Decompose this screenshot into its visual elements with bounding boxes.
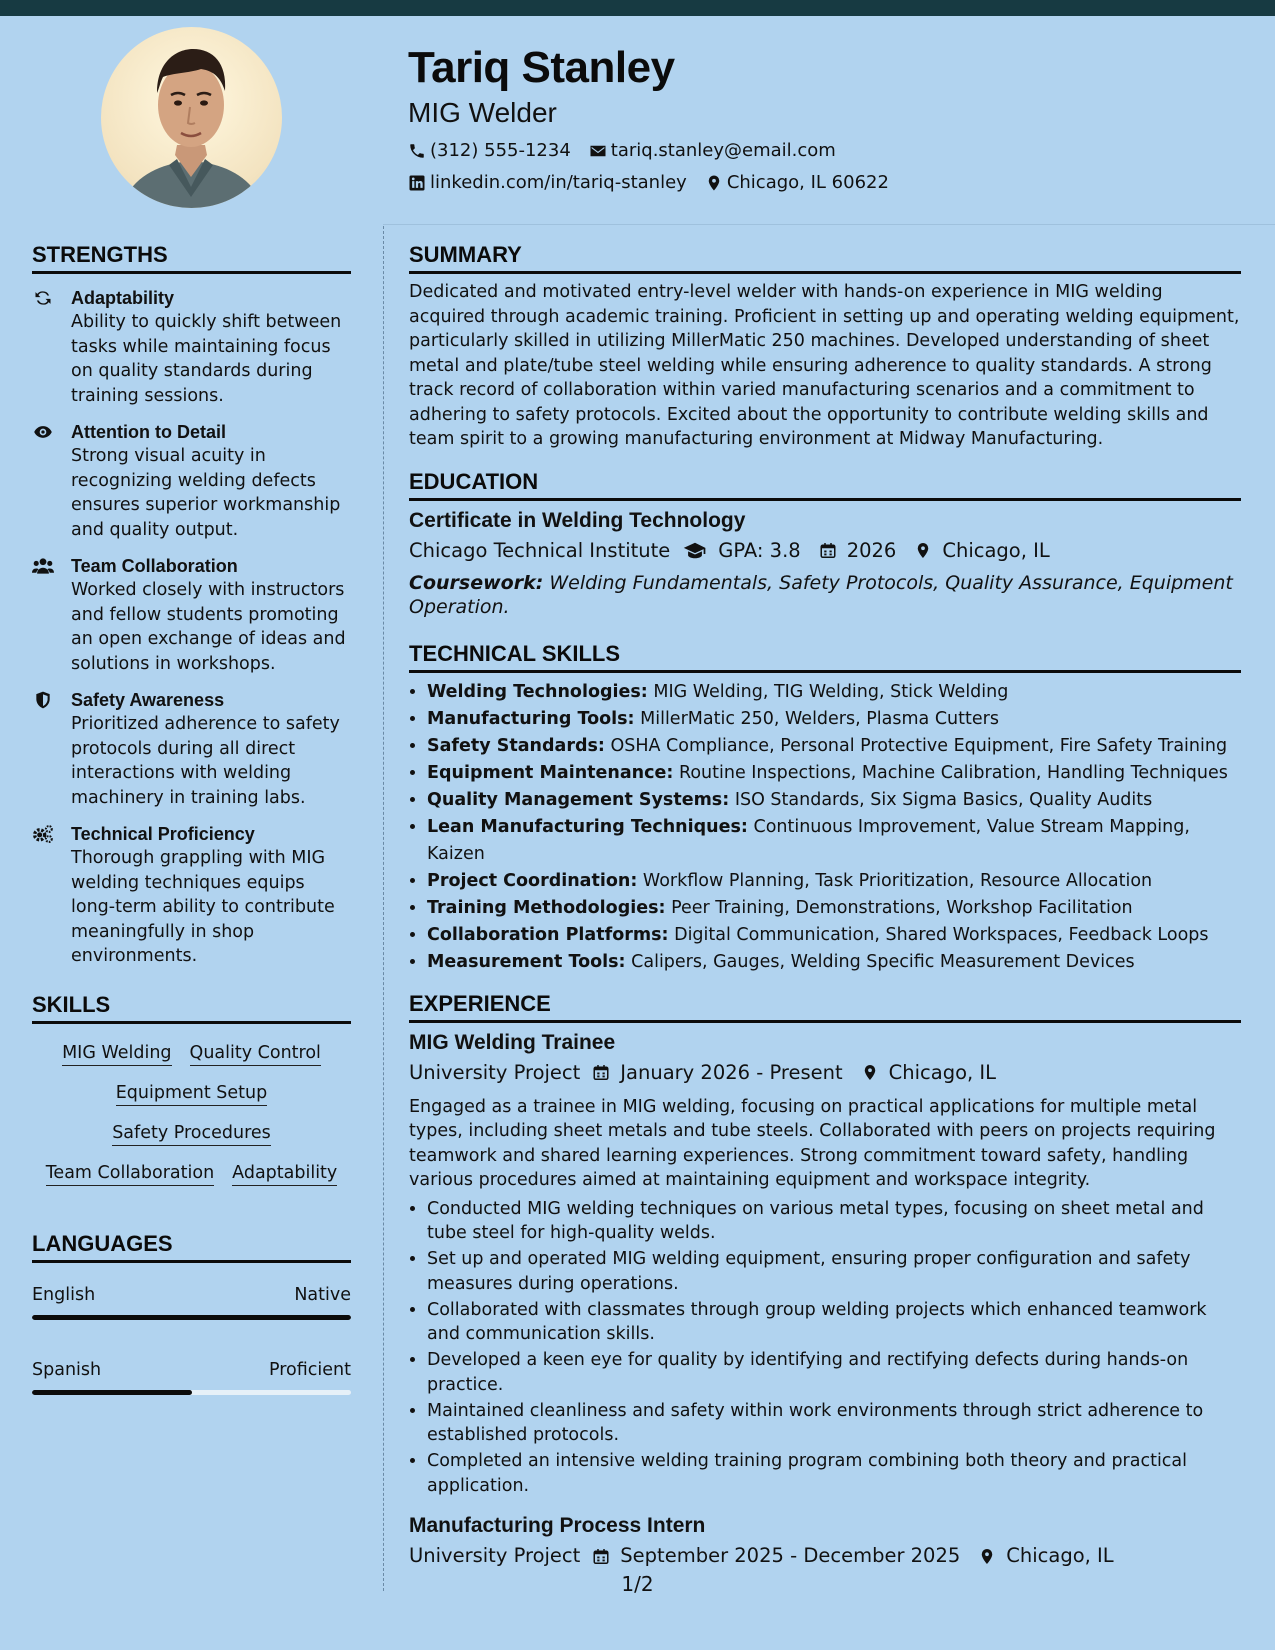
skill-chip: Team Collaboration: [46, 1162, 214, 1186]
list-item: • Conducted MIG welding techniques on various metal types, focusing on sheet metal and tube steel for high-quality welds.: [427, 1197, 1241, 1246]
linkedin-icon: [408, 174, 426, 192]
role-title: Manufacturing Process Intern: [409, 1514, 706, 1537]
school-name: Chicago Technical Institute: [409, 538, 671, 562]
strength-name: Technical Proficiency: [71, 824, 255, 844]
experience-description: Engaged as a trainee in MIG welding, focusing on practical applications for multiple metal types, including sheet metals and tube steels. Collaborated with peers on projects requiring teamwork and shared learning experiences. Strong commitment toward safety, handling various procedures aimed at maintaining equipment and workspace integrity.: [409, 1096, 1216, 1190]
resume-header: [408, 40, 1248, 194]
skill-category: Quality Management Systems:: [427, 789, 730, 810]
list-item: [427, 679, 1241, 706]
skill-values: Continuous Improvement, Value Stream Mapping, Kaizen: [427, 816, 1190, 864]
languages-section: [32, 1230, 351, 1395]
linkedin-text: linkedin.com/in/tariq-stanley: [430, 172, 687, 193]
strength-item: [32, 822, 351, 969]
contact-row-1: [408, 140, 1248, 162]
technical-skills-heading: TECHNICAL SKILLS: [409, 640, 1241, 673]
language-item: [32, 1283, 351, 1320]
map-pin-icon: [978, 1547, 996, 1566]
year-text: 2026: [846, 538, 897, 562]
language-item: [32, 1358, 351, 1395]
location-text: Chicago, IL 60622: [726, 172, 889, 193]
summary-heading: SUMMARY: [409, 241, 1241, 274]
dates-text: January 2026 - Present: [620, 1060, 843, 1084]
language-row: [32, 1283, 351, 1307]
portrait-illustration: [101, 27, 282, 208]
language-level-fill: [32, 1390, 192, 1395]
skill-values: OSHA Compliance, Personal Protective Equipment, Fire Safety Training: [610, 735, 1228, 756]
right-column: [409, 241, 1241, 1570]
summary-section: [409, 241, 1241, 452]
coursework-text: Welding Fundamentals, Safety Protocols, Quality Assurance, Equipment Operation.: [409, 571, 1233, 618]
skill-values: Digital Communication, Shared Workspaces, Feedback Loops: [674, 924, 1209, 945]
skill-chip: Quality Control: [190, 1042, 321, 1066]
strengths-section: [32, 241, 351, 969]
coursework: [409, 571, 1241, 620]
strength-desc: Thorough grappling with MIG welding techniques equips long-term ability to contribute meaningfully in shop environments.: [71, 848, 335, 966]
strengths-heading: STRENGTHS: [32, 241, 351, 274]
gpa-text: GPA: 3.8: [718, 538, 801, 562]
experience-entry: [409, 1512, 1241, 1570]
strength-name: Safety Awareness: [71, 690, 225, 710]
language-level-bar: [32, 1390, 351, 1395]
language-level-bar: [32, 1315, 351, 1320]
list-item: • Completed an intensive welding training program combining both theory and practical application.: [427, 1449, 1241, 1498]
envelope-icon: [589, 142, 607, 160]
language-level: Proficient: [269, 1359, 351, 1380]
strength-desc: Ability to quickly shift between tasks while maintaining focus on quality standards during training sessions.: [71, 312, 342, 406]
strength-name: Team Collaboration: [71, 556, 238, 576]
skill-category: Manufacturing Tools:: [427, 708, 635, 729]
skill-category: Welding Technologies:: [427, 681, 648, 702]
experience-entry: [409, 1029, 1241, 1499]
email-text: tariq.stanley@email.com: [610, 140, 836, 161]
skill-category: Equipment Maintenance:: [427, 762, 674, 783]
language-level-fill: [32, 1315, 351, 1320]
language-row: [32, 1358, 351, 1382]
list-item: [427, 733, 1241, 760]
contact-email[interactable]: [589, 140, 836, 162]
skill-chip: MIG Welding: [62, 1042, 171, 1066]
list-item: [427, 787, 1241, 814]
column-divider: [383, 226, 384, 1591]
left-column: [32, 241, 351, 1395]
language-level: Native: [294, 1284, 351, 1305]
contact-phone[interactable]: [408, 140, 571, 162]
candidate-title: MIG Welder: [408, 97, 557, 128]
education-heading: EDUCATION: [409, 468, 1241, 501]
skill-chip: Safety Procedures: [112, 1122, 271, 1146]
phone-icon: [408, 142, 426, 160]
technical-skills-section: [409, 640, 1241, 976]
strength-item: [32, 420, 351, 542]
strength-desc: Strong visual acuity in recognizing welding defects ensures superior workmanship and quality output.: [71, 446, 341, 540]
language-name: Spanish: [32, 1359, 102, 1380]
skill-category: Lean Manufacturing Techniques:: [427, 816, 748, 837]
gpa-item: [682, 537, 800, 565]
list-item: [427, 922, 1241, 949]
strength-desc: Prioritized adherence to safety protocols during all direct interactions with welding machinery in training labs.: [71, 714, 340, 808]
education-location-text: Chicago, IL: [942, 538, 1050, 562]
calendar-icon: [592, 1063, 610, 1082]
candidate-name: Tariq Stanley: [408, 43, 675, 92]
list-item: [427, 949, 1241, 976]
experience-location-text: Chicago, IL: [888, 1060, 997, 1084]
list-item: • Set up and operated MIG welding equipment, ensuring proper configuration and safety measures during operations.: [427, 1247, 1241, 1296]
strength-item: [32, 554, 351, 676]
education-section: [409, 468, 1241, 620]
experience-meta: [409, 1059, 1241, 1087]
experience-location: [978, 1542, 1113, 1570]
list-item: • Collaborated with classmates through group welding projects which enhanced teamwork and communication skills.: [427, 1298, 1241, 1347]
strength-item: [32, 688, 351, 810]
technical-skills-list: [409, 679, 1241, 976]
list-item: • Maintained cleanliness and safety within work environments through strict adherence to established protocols.: [427, 1399, 1241, 1448]
calendar-icon: [592, 1547, 610, 1566]
strength-item: [32, 286, 351, 408]
skill-values: Workflow Planning, Task Prioritization, Resource Allocation: [642, 870, 1153, 891]
skills-section: [32, 991, 351, 1196]
org-name: University Project: [409, 1544, 581, 1567]
skill-values: Routine Inspections, Machine Calibration, Handling Techniques: [678, 762, 1228, 783]
graduation-cap-icon: [682, 541, 708, 560]
dates-item: [592, 1059, 842, 1087]
skill-category: Collaboration Platforms:: [427, 924, 669, 945]
experience-bullets: [409, 1197, 1241, 1499]
skills-heading: SKILLS: [32, 991, 351, 1024]
header-divider: [383, 224, 1275, 225]
languages-heading: LANGUAGES: [32, 1230, 351, 1263]
experience-heading: EXPERIENCE: [409, 990, 1241, 1023]
strength-name: Adaptability: [71, 288, 175, 308]
experience-location: [861, 1059, 996, 1087]
skill-chip: Adaptability: [232, 1162, 337, 1186]
skill-values: Calipers, Gauges, Welding Specific Measurement Devices: [631, 951, 1135, 972]
strength-desc: Worked closely with instructors and fellow students promoting an open exchange of ideas and solutions in workshops.: [71, 580, 346, 674]
experience-section: [409, 990, 1241, 1571]
map-pin-icon: [705, 174, 723, 192]
skill-values: Peer Training, Demonstrations, Workshop Facilitation: [671, 897, 1133, 918]
profile-photo: [101, 27, 282, 208]
education-location: [914, 537, 1049, 565]
experience-location-text: Chicago, IL: [1006, 1544, 1114, 1567]
contact-row-2: [408, 172, 1248, 194]
skill-category: Measurement Tools:: [427, 951, 626, 972]
skills-chips: [32, 1036, 351, 1196]
degree-title: Certificate in Welding Technology: [409, 508, 746, 532]
list-item: [427, 760, 1241, 787]
page-number: 1/2: [621, 1572, 654, 1596]
eye-icon: [32, 422, 54, 442]
skill-category: Training Methodologies:: [427, 897, 666, 918]
dates-text: September 2025 - December 2025: [620, 1544, 961, 1567]
skill-category: Safety Standards:: [427, 735, 605, 756]
coursework-label: Coursework:: [409, 571, 544, 594]
phone-text: (312) 555-1234: [430, 140, 571, 161]
map-pin-icon: [861, 1063, 879, 1082]
org-name: University Project: [409, 1060, 581, 1084]
experience-meta: [409, 1542, 1241, 1570]
role-title: MIG Welding Trainee: [409, 1030, 616, 1054]
list-item: [427, 814, 1241, 868]
calendar-icon: [819, 541, 837, 560]
skill-chip: Equipment Setup: [116, 1082, 268, 1106]
skill-category: Project Coordination:: [427, 870, 638, 891]
skill-values: ISO Standards, Six Sigma Basics, Quality Audits: [734, 789, 1153, 810]
contact-linkedin[interactable]: [408, 172, 687, 194]
users-icon: [32, 556, 54, 576]
top-accent-bar: [0, 0, 1275, 16]
dates-item: [592, 1542, 960, 1570]
list-item: [427, 868, 1241, 895]
contact-location: [705, 172, 889, 194]
skill-values: MillerMatic 250, Welders, Plasma Cutters: [640, 708, 999, 729]
strength-name: Attention to Detail: [71, 422, 226, 442]
year-item: [819, 537, 897, 565]
map-pin-icon: [914, 541, 932, 560]
education-meta: [409, 537, 1241, 565]
shield-icon: [32, 690, 54, 710]
skill-values: MIG Welding, TIG Welding, Stick Welding: [653, 681, 1009, 702]
gears-icon: [32, 824, 54, 844]
sync-icon: [32, 288, 54, 308]
list-item: [427, 895, 1241, 922]
language-name: English: [32, 1284, 96, 1305]
summary-text: Dedicated and motivated entry-level welder with hands-on experience in MIG welding acquired through academic training. Proficient in setting up and operating welding equipment, particularly skilled in utilizing MillerMatic 250 machines. Developed understanding of sheet metal and plate/tube steel welding while ensuring adherence to quality standards. A strong track record of collaboration within varied manufacturing scenarios and a commitment to adhering to safety protocols. Excited about the opportunity to contribute welding skills and team spirit to a growing manufacturing environment at Midway Manufacturing.: [409, 282, 1240, 449]
list-item: [427, 706, 1241, 733]
list-item: • Developed a keen eye for quality by identifying and rectifying defects during hands-on practice.: [427, 1348, 1241, 1397]
